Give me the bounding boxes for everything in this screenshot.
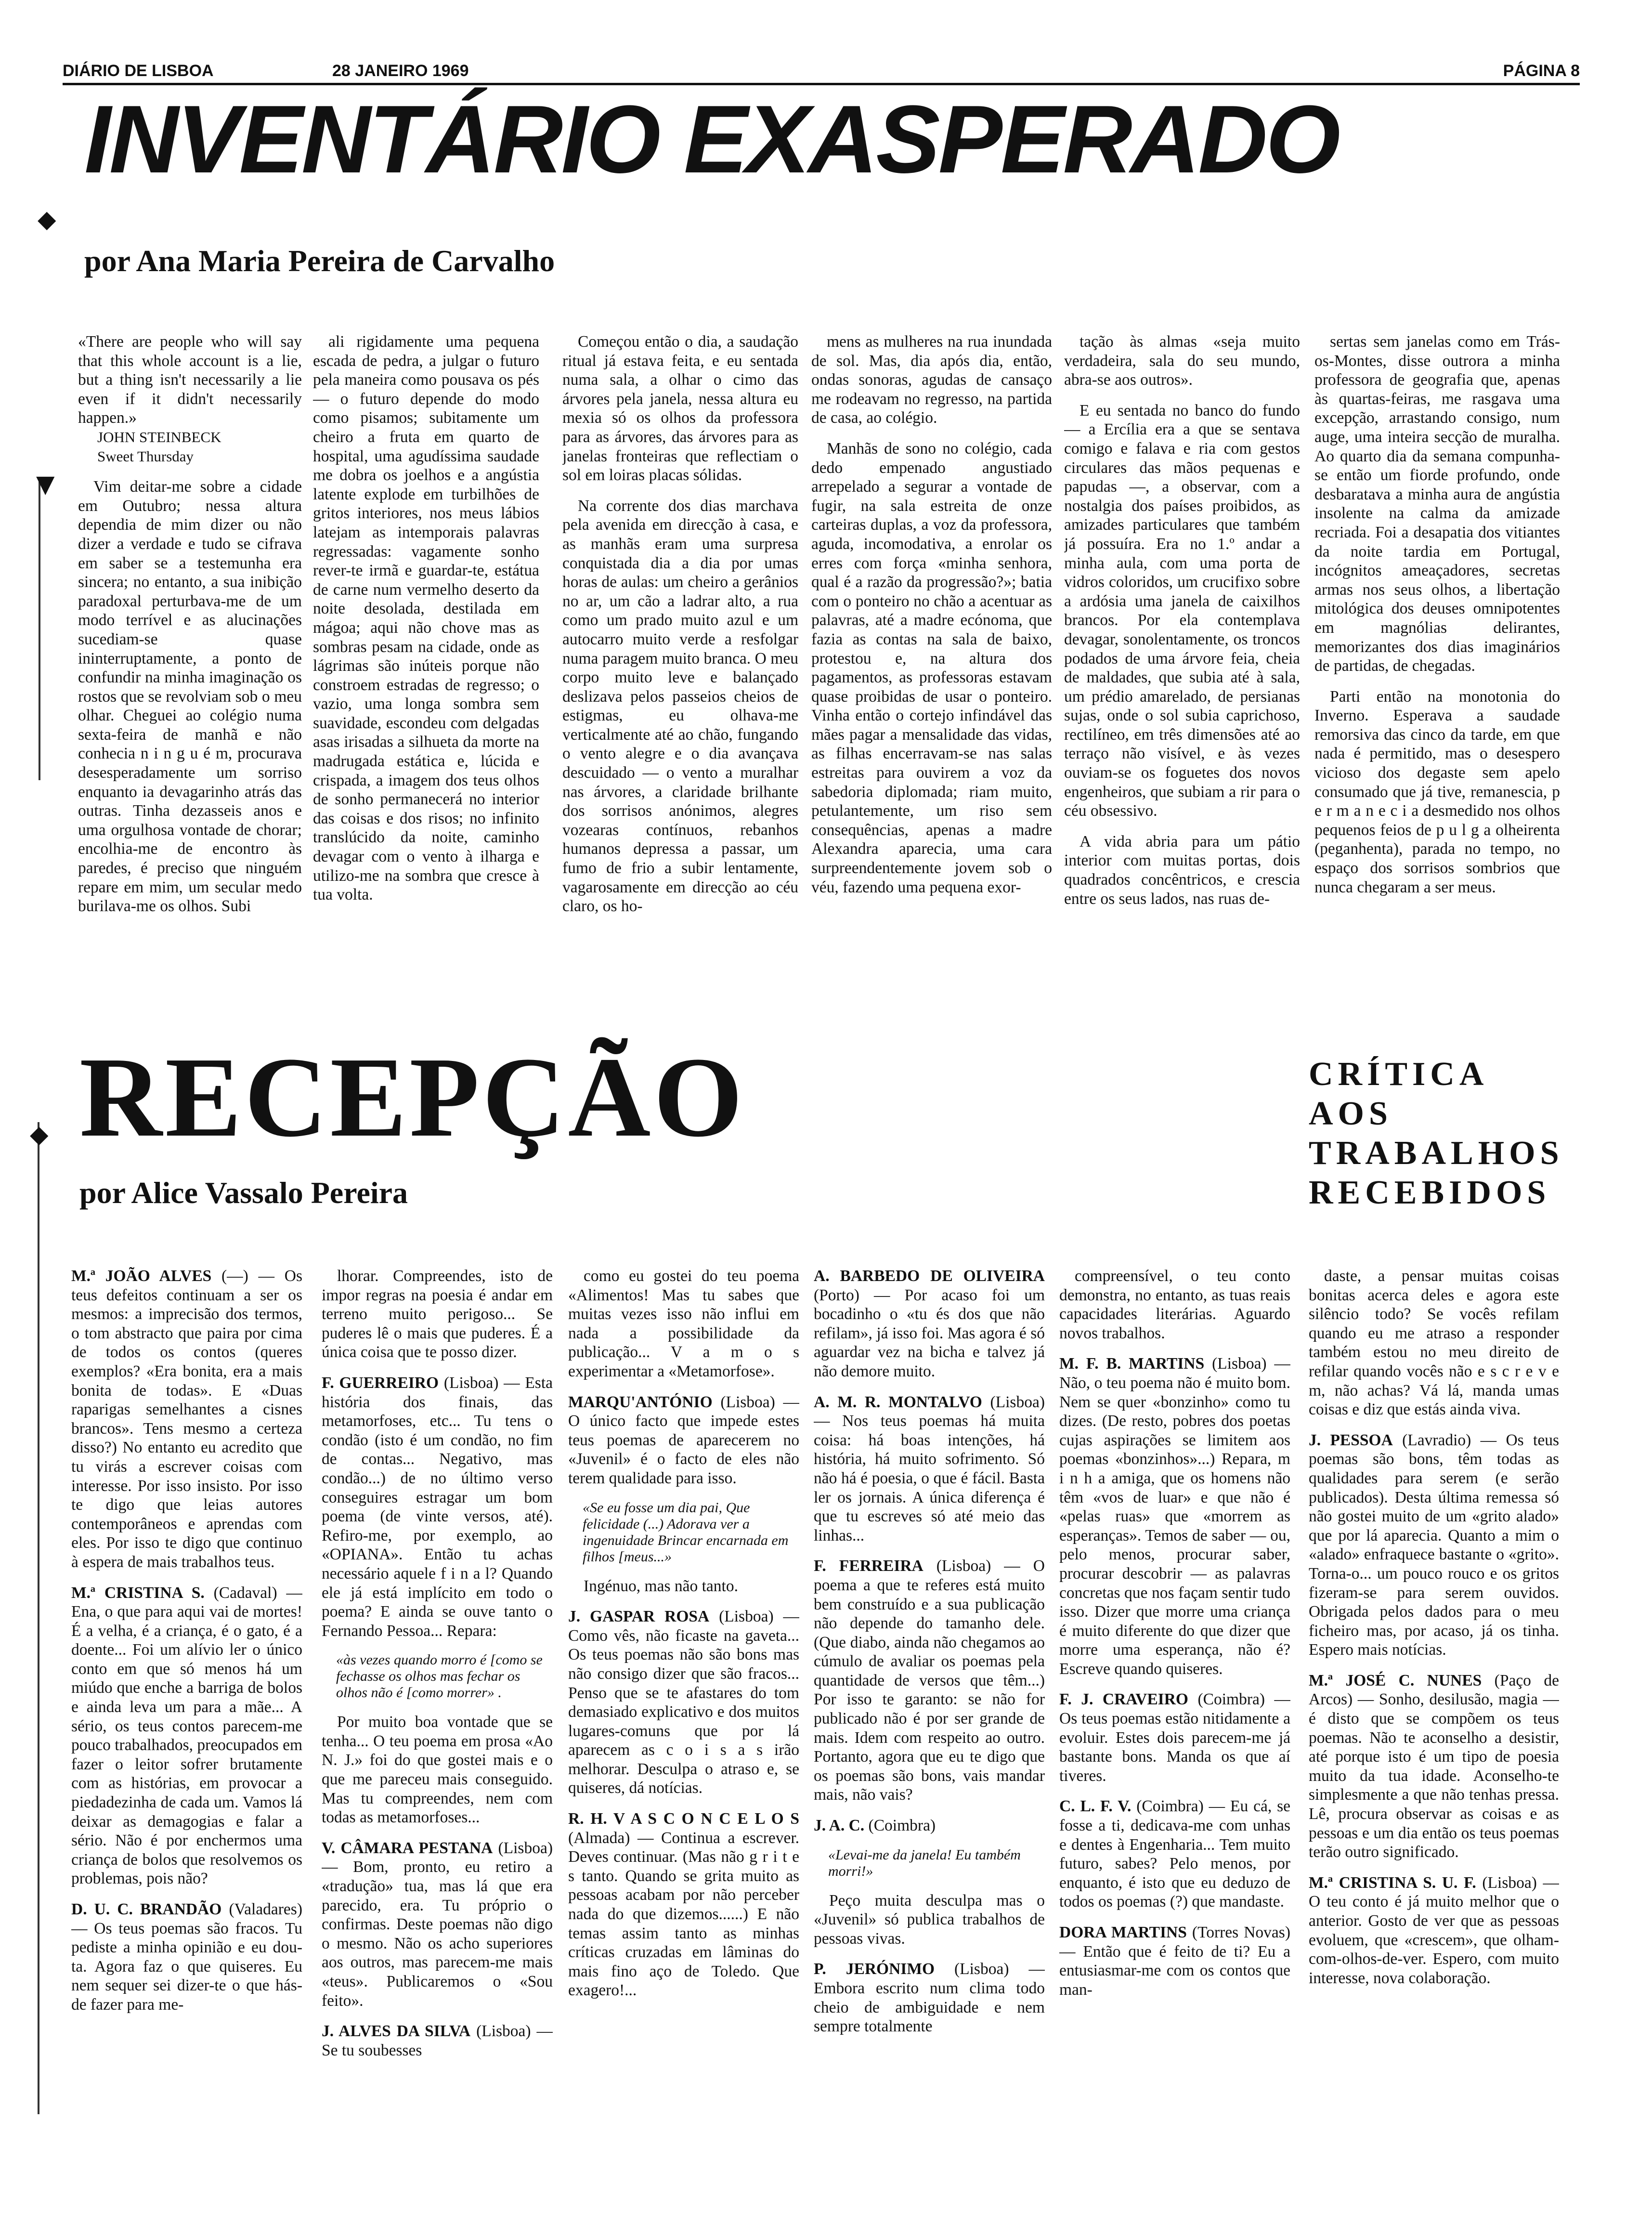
newspaper-name: DIÁRIO DE LISBOA	[63, 62, 214, 80]
paragraph: J. GASPAR ROSA (Lisboa) — Como vês, não ficaste na gaveta... Os teus poemas não são bons mas não consigo dizer que são fracos... Penso que se te afastares do tom demasiado explicativo e dos muitos lugares-comuns que por lá aparecem as c o i s a s irão melhorar. Desculpa o atraso e, se quiseres, dá notícias.	[568, 1608, 799, 1797]
paragraph: Vim deitar-me sobre a cidade em Outubro; nessa altura dependia de mim dizer ou não dizer a verdade e tudo se cifrava em saber se a testemunha era sincera; no entanto, a sua inibição paradoxal perturbava-me de um modo terrível e as alucinações sucediam-se quase ininterruptamente, a ponto de confundir na minha imaginação os rostos que se revolviam sob o meu olhar. Cheguei ao colégio numa sexta-feira de manhã e não conhecia n i n g u é m, procurava desesperadamente um sorriso enquanto ia devagarinho atrás das outras. Tinha dezasseis anos e uma orgulhosa vontade de chorar; encolhia-me de encontro às paredes, é preciso que ninguém repare em mim, um secular medo burilava-me os olhos. Subi	[78, 478, 302, 916]
paragraph: M.ª CRISTINA S. (Cadaval) — Ena, o que para aqui vai de mortes! É a velha, é a criança, é o gato, é a doente... Foi um alívio ler o único conto em que só menos há um miúdo que enche a barriga de bolos e ainda leva um para a mãe... A sério, os teus contos parecem-me pouco trabalhados, preocupados em fazer o leitor sofrer brutamente com as histórias, em provocar a piedadezinha de cada um. Vamos lá deixar as demagogias e falar a sério. Não é por enchermos uma criança de bolos que resolvemos os problemas, pois não?	[71, 1583, 302, 1888]
paragraph: M. F. B. MARTINS (Lisboa) — Não, o teu poema não é muito bom. Nem se quer «bonzinho» como tu dizes. (De resto, pobres dos poetas cujas aspirações se limitem aos poemas «bonzinhos»...) Repara, m i n h a amiga, que os homens não têm «vos de luar» e que não é «pelas ruas» que «morrem as esperanças». Temos de saber — ou, pelo menos, procurar saber, procurar descobrir — as palavras concretas que nos façam sentir tudo isso. Dizer que morre uma criança é muito diferente do que dizer que morre uma esperança, não é? Escreve quando quiseres.	[1059, 1355, 1290, 1678]
paragraph: A vida abria para um pátio interior com muitas portas, dois quadrados concêntricos, e crescia entre os seus lados, nas ruas de-	[1064, 832, 1300, 908]
paragraph: A. BARBEDO DE OLIVEIRA (Porto) — Por acaso foi um bocadinho o «tu és dos que não refilam», já isso foi. Mas agora é só aguardar vez na bicha e talvez já não demore muito.	[814, 1267, 1045, 1380]
paragraph: Começou então o dia, a saudação ritual já estava feita, e eu sentada numa sala, a olhar o cimo das árvores pela janela, nessa altura eu mexia só os olhos da professora para as árvores, das árvores para as janelas fronteiras que reflectiam o sol em loiras placas sólidas.	[562, 333, 798, 484]
correspondent-name: J. ALVES DA SILVA	[322, 2022, 471, 2041]
paragraph: mens as mulheres na rua inundada de sol. Mas, dia após dia, então, ondas sonoras, agudas de cansaço me rodeavam no regresso, na partida de casa, ao colégio.	[811, 333, 1052, 427]
paragraph: ali rigidamente uma pequena escada de pedra, a julgar o futuro pela maneira como pousava os pés — o futuro depende do modo como pisamos; subitamente um cheiro a fruta em quarto de hospital, uma agudíssima saudade me dobra os joelhos e a angústia latente explode em turbilhões de gritos interiores, nos meus lábios latejam as intemporais palavras regressadas: vagamente sonho rever-te irmã e guardar-te, estátua de carne num vermelho deserto da noite desolada, destilada em mágoa; aqui não chove mas as sombras pesam na cidade, onde as lágrimas são inúteis porque não constroem estradas de regresso; o vazio, uma longa sombra sem suavidade, escondeu com delgadas asas irisadas a silhueta da morte na madrugada estática e, lúcida e crispada, a imagem dos teus olhos de sonho permanecerá no interior das coisas e dos risos; no infinito translúcido da noite, caminho devagar com o vento à ilharga e utilizo-me na sombra que cresce à tua volta.	[313, 333, 539, 904]
correspondent-name: DORA MARTINS	[1059, 1923, 1187, 1941]
paragraph: JOHN STEINBECK	[97, 428, 221, 445]
correspondent-name: A. BARBEDO DE OLIVEIRA	[814, 1267, 1045, 1285]
paragraph: J. PESSOA (Lavradio) — Os teus poemas são bons, têm todas as qualidades para serem (e serão publicados). Desta última remessa só não gostei muito de um «grito alado» que por lá aparecia. Quanto a mim o «alado» enfraquece bastante o «grito». Torna-o... um pouco rouco e os gritos fizeram-se para serem ouvidos. Obrigada pelos dados para o meu ficheiro mas, por acaso, já os tinha. Espero mais notícias.	[1309, 1431, 1559, 1659]
article1-column	[1314, 332, 1560, 1004]
paragraph: «There are people who will say that this whole account is a lie, but a thing isn't necessarily a lie even if it didn't necessarily happen.»	[78, 333, 302, 427]
paragraph: Peço muita desculpa mas o «Juvenil» só publica trabalhos de pessoas vivas.	[814, 1891, 1045, 1948]
paragraph: daste, a pensar muitas coisas bonitas acerca deles e agora este silêncio todo? Se vocês refilam quando eu me atraso a responder também estou no meu direito de refilar quando vocês não e s c r e v e m, não achas? Vá lá, manda umas coisas e diz que estás ainda viva.	[1309, 1267, 1559, 1419]
paragraph: lhorar. Compreendes, isto de impor regras na poesia é andar em terreno muito perigoso... Se puderes lê o mais que puderes. É a única coisa que te posso dizer.	[322, 1267, 553, 1361]
correspondent-name: F. FERREIRA	[814, 1557, 924, 1575]
paragraph: P. JERÓNIMO (Lisboa) — Embora escrito num clima todo cheio de ambiguidade e nem sempre totalmente	[814, 1960, 1045, 2036]
paragraph: R. H. V A S C O N C E L O S (Almada) — Continua a escrever. Deves continuar. (Mas não g r i t e s tanto. Quando se grita muito as pessoas acabam por não perceber nada do que dizemos......) E não temas assim tanto as minhas críticas cruzadas em lâminas do mais fino aço de Toledo. Que exagero!...	[568, 1810, 799, 2000]
correspondent-name: D. U. C. BRANDÃO	[71, 1900, 222, 1918]
page-number: PÁGINA 8	[1503, 62, 1580, 80]
article1-column	[1064, 332, 1300, 1004]
article2-column	[322, 1267, 553, 2133]
paragraph: «Se eu fosse um dia pai, Que felicidade (...) Adorava ver a ingenuidade Brincar encarnada em filhos [meus...»	[583, 1499, 789, 1565]
paragraph: «às vezes quando morro é [como se fechasse os olhos mas fechar os olhos não é [como morrer» .	[336, 1652, 543, 1701]
article2-column	[1059, 1267, 1290, 2133]
correspondent-name: C. L. F. V.	[1059, 1797, 1132, 1816]
correspondent-name: J. A. C.	[814, 1817, 865, 1835]
article2-column	[1309, 1267, 1559, 2133]
margin-rule	[38, 1122, 39, 2114]
correspondent-name: M.ª JOSÉ C. NUNES	[1309, 1671, 1482, 1689]
paragraph: sertas sem janelas como em Trás-os-Montes, disse outrora a minha professora de geografia que, apenas às quartas-feiras, me rasgava uma excepção, arrastando consigo, num auge, uma inteira secção de muralha. Ao quarto dia da semana compunha-se então um fiorde profundo, onde desbaratava a minha aura de angústia insolente na calma da amizade recriada. Foi a desapatia dos vitiantes da noite tardia em Portugal, incógnitos ameaçadores, secretas armas nos seus olhos, a libertação mitológica dos deuses omnipotentes em magnólias delirantes, memorizantes dos dias imaginários de partidas, de chegadas.	[1314, 333, 1560, 675]
paragraph: DORA MARTINS (Torres Novas) — Então que é feito de ti? Eu a entusiasmar-me com os contos que man-	[1059, 1923, 1290, 1999]
subtitle-line: TRABALHOS	[1309, 1135, 1564, 1172]
article-byline: por Ana Maria Pereira de Carvalho	[84, 244, 555, 278]
paragraph: M.ª CRISTINA S. U. F. (Lisboa) — O teu conto é já muito melhor que o anterior. Gosto de ver que as pessoas evoluem, que «crescem», que olham-com-olhos-de-ver. Espero, com muito interesse, nova colaboração.	[1309, 1873, 1559, 1987]
paragraph: como eu gostei do teu poema «Alimentos! Mas tu sabes que muitas vezes isso não influi em nada a possibilidade da publicação... V a m o s experimentar a «Metamorfose».	[568, 1267, 799, 1380]
correspondent-name: MARQU'ANTÓNIO	[568, 1393, 713, 1411]
correspondent-name: J. PESSOA	[1309, 1431, 1393, 1449]
correspondent-name: M. F. B. MARTINS	[1059, 1355, 1205, 1373]
paragraph: «Levai-me da janela! Eu também morri!»	[828, 1846, 1021, 1879]
paragraph: Parti então na monotonia do Inverno. Esperava a saudade remorsiva das cinco da tarde, em que nada é permitido, mas o desespero vicioso dos degaste sem apelo consumado que já tive, remanescia, p e r m a n e c i a desmedido nos olhos pequenos feios de p u l g a olheirenta (peganhenta), parada no tempo, no espaço dos sorrisos sombrios que nunca chegaram a ser meus.	[1314, 687, 1560, 896]
section-subtitle	[1309, 1055, 1617, 1213]
issue-date: 28 JANEIRO 1969	[332, 62, 469, 80]
paragraph: F. GUERREIRO (Lisboa) — Esta história dos finais, das metamorfoses, etc... Tu tens o condão (isto é um condão, no fim de contas... Negativo, mas condão...) de no último verso conseguires estragar um bom poema (de vinte versos, até). Refiro-me, por exemplo, ao «OPIANA». Então tu achas necessário aquele f i n a l? Quando ele já está implícito em todo o poema? E ainda se ouve tanto o Fernando Pessoa... Repara:	[322, 1374, 553, 1640]
subtitle-line: CRÍTICA	[1309, 1056, 1489, 1093]
page-header	[63, 62, 1580, 86]
paragraph: F. J. CRAVEIRO (Coimbra) — Os teus poemas estão nitidamente a evoluir. Estes dois parecem-me já bastante bons. Manda os que aí tiveres.	[1059, 1690, 1290, 1785]
section-title: RECEPÇÃO	[79, 1034, 746, 1161]
paragraph: Na corrente dos dias marchava pela avenida em direcção à casa, e as manhãs eram uma surpresa conquistada dia a dia por umas horas de aulas: um cheiro a gerânios no ar, um cão a ladrar alto, a rua como um prado muito azul e um autocarro muito verde a resfolgar numa paragem muito branca. O meu corpo muito leve e balançado deslizava pelos passeios cheios de estigmas, eu olhava-me verticalmente até ao chão, fungando o vento alegre e o dia avançava descuidado — o vento a muralhar nas árvores, a claridade brilhante dos sorrisos anónimos, alegres vozearas contínuos, rebanhos humanos depressa a passar, um fumo de frio a subir lentamente, vagarosamente em direcção ao céu claro, os ho-	[562, 497, 798, 916]
arrow-marker-icon: ◆	[38, 205, 56, 233]
subtitle-line: RECEBIDOS	[1309, 1174, 1551, 1211]
paragraph: J. ALVES DA SILVA (Lisboa) — Se tu soubesses	[322, 2022, 553, 2059]
correspondent-name: M.ª CRISTINA S. U. F.	[1309, 1873, 1476, 1892]
correspondent-name: M.ª JOÃO ALVES	[71, 1267, 212, 1285]
article2-column	[71, 1267, 302, 2133]
article1-column	[811, 332, 1052, 1004]
correspondent-name: V. CÂMARA PESTANA	[322, 1839, 493, 1857]
paragraph: M.ª JOSÉ C. NUNES (Paço de Arcos) — Sonho, desilusão, magia — é disto que se compõem os teus poemas. Não te aconselho a desistir, até porque isto é um tipo de poesia muito da tua idade. Aconselho-te simplesmente a que não tenhas pressa. Lê, procura observar as coisas e as pessoas e um dia então os teus poemas terão outro significado.	[1309, 1671, 1559, 1861]
paragraph: Sweet Thursday	[97, 447, 194, 465]
article1-column	[562, 332, 798, 1004]
subtitle-line: AOS	[1309, 1095, 1392, 1132]
article1-column	[78, 332, 302, 1004]
paragraph: compreensível, o teu conto demonstra, no entanto, as tuas reais capacidades literárias. Aguardo novos trabalhos.	[1059, 1267, 1290, 1342]
paragraph: tação às almas «seja muito verdadeira, sala do seu mundo, abra-se aos outros».	[1064, 333, 1300, 389]
correspondent-name: M.ª CRISTINA S.	[71, 1583, 205, 1602]
correspondent-name: F. J. CRAVEIRO	[1059, 1690, 1188, 1709]
paragraph: F. FERREIRA (Lisboa) — O poema a que te referes está muito bem construído e a sua publicação não depende do tamanho dele. (Que diabo, ainda não chegamos ao cúmulo de avaliar os poemas pela quantidade de versos que têm...) Por isso te garanto: se não for publicado não é por ser grande de mais. Idem com respeito ao outro. Portanto, agora que eu te digo que os poemas são bons, vais mandar mais, não vais?	[814, 1557, 1045, 1804]
paragraph: Por muito boa vontade que se tenha... O teu poema em prosa «Ao N. J.» foi do que gostei mais e o que me pareceu mais conseguido. Mas tu compreendes, nem com todas as metamorfoses...	[322, 1713, 553, 1827]
pin-marker-icon: ▼	[36, 470, 55, 498]
correspondent-name: R. H. V A S C O N C E L O S	[568, 1810, 799, 1828]
paragraph: Ingénuo, mas não tanto.	[584, 1577, 738, 1595]
paragraph: M.ª JOÃO ALVES (—) — Os teus defeitos continuam a ser os mesmos: a imprecisão dos termos, o tom abstracto que paira por cima de todos os contos (queres exemplos? «Era bonita, era a mais bonita de todas». E «Duas raparigas semelhantes a cisnes brancos». Tens mesmo a certeza disso?) No entanto eu acredito que tu virás a escrever coisas com interesse. Por isso insisto. Por isso te digo que leias autores contemporâneos e aprendas com eles. Por isso te digo que continuo à espera de mais trabalhos teus.	[71, 1267, 302, 1571]
article-title: INVENTÁRIO EXASPERADO	[84, 86, 1339, 193]
header-rule	[63, 83, 1580, 85]
paragraph: C. L. F. V. (Coimbra) — Eu cá, se fosse a ti, dedicava-me com unhas e dentes à Engenharia... Tem muito futuro, sabes? Pelo menos, por enquanto, é isto que eu deduzo de todos os poemas (?) que mandaste.	[1059, 1797, 1290, 1911]
paragraph: D. U. C. BRANDÃO (Valadares) — Os teus poemas são fracos. Tu pediste a minha opinião e eu dou-ta. Agora faz o que quiseres. Eu nem sequer sei dizer-te o que hás-de fazer para me-	[71, 1900, 302, 2014]
article1-column	[313, 332, 539, 1004]
article2-column	[568, 1267, 799, 2133]
correspondent-name: F. GUERREIRO	[322, 1374, 439, 1392]
correspondent-name: A. M. R. MONTALVO	[814, 1393, 982, 1411]
paragraph: Manhãs de sono no colégio, cada dedo empenado angustiado arrepelado a segurar a vontade de fugir, na sala estreita de onze carteiras duplas, a voz da professora, aguda, incomodativa, a enrolar os erres com força «minha senhora, qual é a razão da progressão?»; batia com o ponteiro no chão a acentuar as palavras, até a madre ecónoma, que fazia as contas na sala de baixo, protestou e, na altura dos pagamentos, as professoras estavam quase proibidas de usar o ponteiro. Vinha então o cortejo infindável das mães pagar a mensalidade das vidas, as filhas encerravam-se nas salas estreitas para ouvirem a voz da sabedoria diplomada; riam muito, petulantemente, um riso sem consequências, apenas a madre Alexandra aparecia, uma cara surpreendentemente jovem sob o véu, fazendo uma pequena exor-	[811, 439, 1052, 896]
paragraph: J. A. C. (Coimbra)	[814, 1817, 936, 1835]
arrow-marker-icon: ◆	[30, 1120, 49, 1148]
paragraph: MARQU'ANTÓNIO (Lisboa) — O único facto que impede estes teus poemas de aparecerem no «Juvenil» é o facto de eles não terem qualidade para isso.	[568, 1393, 799, 1487]
margin-rule	[39, 482, 40, 780]
article2-column	[814, 1267, 1045, 2133]
correspondent-name: J. GASPAR ROSA	[568, 1608, 710, 1626]
section-byline: por Alice Vassalo Pereira	[79, 1176, 408, 1210]
paragraph: V. CÂMARA PESTANA (Lisboa) — Bom, pronto, eu retiro a «tradução» tua, mas lá que era parecido, era. Tu próprio o confirmas. Deste poemas não digo o mesmo. Não os acho superiores aos outros, mas parecem-me mais «teus». Publicaremos o «Sou feito».	[322, 1839, 553, 2010]
paragraph: A. M. R. MONTALVO (Lisboa) — Nos teus poemas há muita coisa: há boas intenções, há história, há muito sofrimento. Só não há é poesia, o que é fácil. Basta ler os jornais. A única diferença é que tu escreves só até meio das linhas...	[814, 1393, 1045, 1544]
correspondent-name: P. JERÓNIMO	[814, 1960, 935, 1978]
paragraph: E eu sentada no banco do fundo — a Ercília era a que se sentava comigo e falava e ria com gestos circulares das mãos pequenas e papudas —, a observar, com a nostalgia dos países proibidos, as amizades particulares que também já possuíra. Era no 1.º andar a minha aula, com uma porta de vidros coloridos, um crucifixo sobre a ardósia uma janela de caixilhos brancos. Por ela contemplava devagar, sonolentamente, os troncos podados de uma árvore feia, cheia de maldades, que subia até à sala, um prédio amarelado, de persianas sujas, onde o sol subia caprichoso, rectilíneo, em três dimensões até ao terraço não visível, e às vezes ouviam-se os foguetes dos novos engenheiros, que subiam a rir para o céu obsessivo.	[1064, 401, 1300, 820]
